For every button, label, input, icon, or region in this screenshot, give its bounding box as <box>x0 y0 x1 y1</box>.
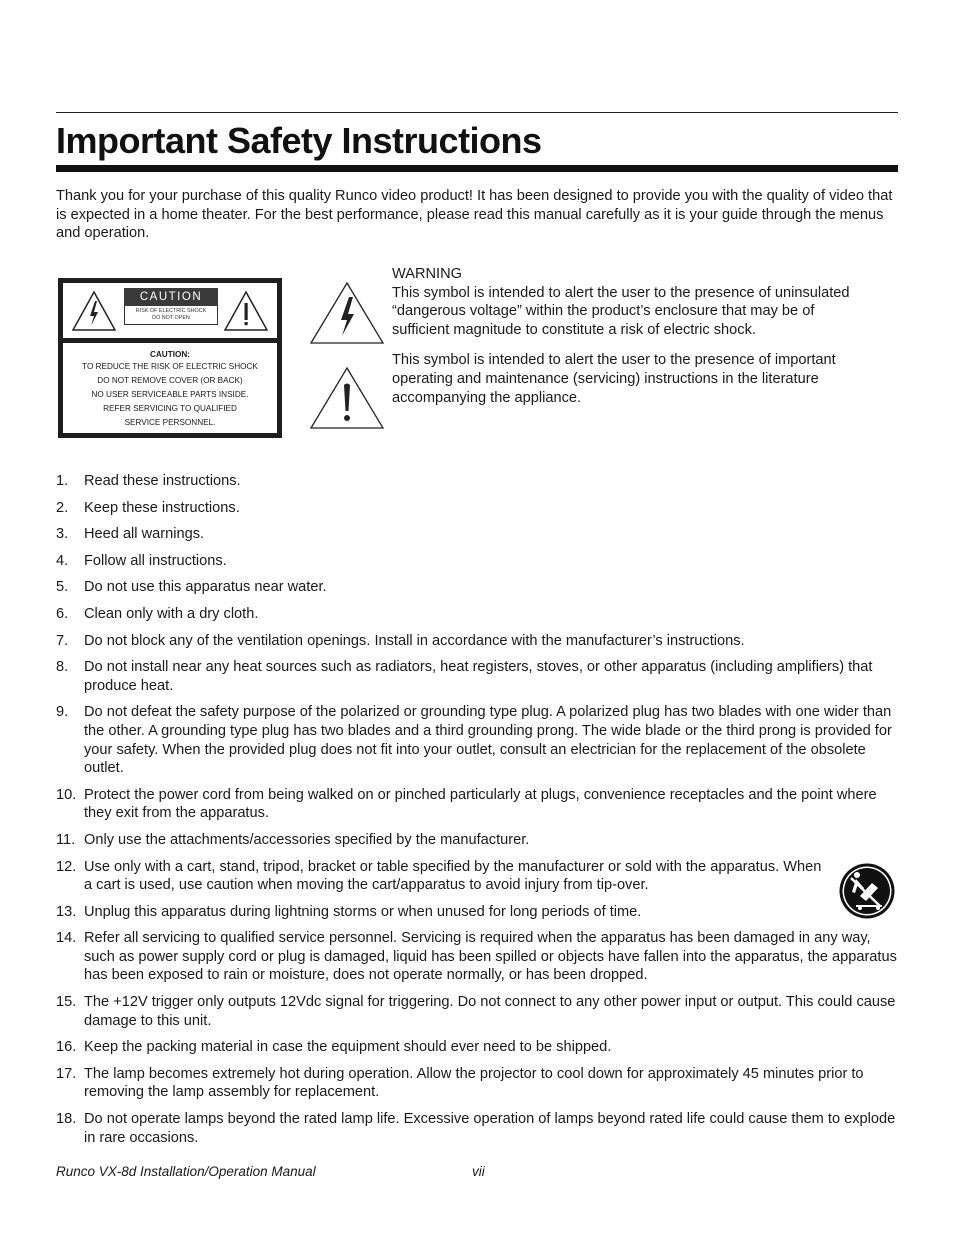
item-number: 10. <box>56 786 77 803</box>
list-item <box>56 993 898 1030</box>
item-number: 17. <box>56 1065 77 1082</box>
item-text: Keep these instructions. <box>84 499 240 516</box>
caution-banner: CAUTION <box>124 288 218 306</box>
item-text: Read these instructions. <box>84 473 241 489</box>
lightning-bolt-triangle-icon <box>71 290 117 332</box>
caution-risk-line2: DO NOT OPEN <box>152 315 190 321</box>
footer-page-number: vii <box>472 1164 485 1179</box>
exclamation-triangle-icon <box>308 365 386 431</box>
list-item <box>56 831 898 850</box>
list-item <box>56 658 898 695</box>
cart-tip-over-warning-icon <box>838 862 896 920</box>
item-text: Do not defeat the safety purpose of the polarized or grounding type plug. A polarized plug has two blades with one wider than the other. A grounding type plug has two blades and a third grounding prong. The wide blade or the third prong is provided for your safety. When the provided plug does not fit into your outlet, consult an electrician for the replacement of the obsolete outlet. <box>84 704 892 777</box>
caution-line: DO NOT REMOVE COVER (OR BACK) <box>97 376 243 385</box>
footer-manual-title: Runco VX-8d Installation/Operation Manual <box>56 1164 316 1179</box>
list-item <box>56 499 898 518</box>
item-number: 1. <box>56 473 69 489</box>
item-number: 6. <box>56 605 69 622</box>
item-text: Refer all servicing to qualified service personnel. Servicing is required when the apparatus has been damaged in any way, such as power supply cord or plug is damaged, liquid has been spilled or objects have fallen into the apparatus, the apparatus has been exposed to rain or moisture, does not operate normally, or has been dropped. <box>84 930 897 984</box>
maintenance-warning-text: This symbol is intended to alert the user to the presence of important operating and maintenance (servicing) instructions in the literature accompanying the appliance. <box>392 352 836 406</box>
caution-line: NO USER SERVICEABLE PARTS INSIDE. <box>91 390 249 399</box>
list-item <box>56 703 898 777</box>
item-text: Follow all instructions. <box>84 552 227 569</box>
caution-risk-line1: RISK OF ELECTRIC SHOCK <box>135 308 207 314</box>
caution-label-center <box>124 288 218 325</box>
list-item <box>56 858 898 895</box>
page-title: Important Safety Instructions <box>56 120 542 161</box>
item-number: 14. <box>56 930 77 947</box>
item-number: 8. <box>56 659 69 676</box>
item-number: 18. <box>56 1111 77 1128</box>
caution-line: TO REDUCE THE RISK OF ELECTRIC SHOCK <box>82 362 258 371</box>
item-text: Do not use this apparatus near water. <box>84 579 327 596</box>
list-item <box>56 472 898 491</box>
item-number: 15. <box>56 994 77 1011</box>
item-text: The lamp becomes extremely hot during operation. Allow the projector to cool down for approximately 45 minutes prior to removing the lamp assembly for replacement. <box>84 1065 864 1101</box>
item-number: 9. <box>56 704 69 721</box>
caution-line: SERVICE PERSONNEL. <box>124 418 216 427</box>
caution-line: REFER SERVICING TO QUALIFIED <box>103 404 237 413</box>
item-number: 12. <box>56 858 77 875</box>
item-text: Clean only with a dry cloth. <box>84 605 259 622</box>
caution-risk-text <box>124 306 218 325</box>
warning-heading: WARNING <box>392 266 462 282</box>
item-number: 4. <box>56 552 69 569</box>
caution-heading: CAUTION: <box>149 350 191 359</box>
intro-paragraph: Thank you for your purchase of this quality Runco video product! It has been designed to provide you with the quality of video that is expected in a home theater. For the best performance, please read this manual carefully as it is your guide through the menus and operation. <box>56 188 893 242</box>
item-number: 7. <box>56 632 69 649</box>
item-text: Only use the attachments/accessories specified by the manufacturer. <box>84 831 530 848</box>
item-number: 3. <box>56 526 69 543</box>
list-item <box>56 578 898 597</box>
item-number: 2. <box>56 499 69 516</box>
item-number: 11. <box>56 831 76 848</box>
list-item <box>56 525 898 544</box>
caution-label <box>58 278 282 438</box>
item-text: Keep the packing material in case the equipment should ever need to be shipped. <box>84 1039 612 1056</box>
list-item <box>56 786 898 823</box>
list-item <box>56 903 898 922</box>
voltage-warning-text: This symbol is intended to alert the user to the presence of uninsulated “dangerous voltage” within the product’s enclosure that may be of sufficient magnitude to constitute a risk of electric shock. <box>392 284 850 338</box>
list-item <box>56 1065 898 1102</box>
list-item <box>56 605 898 624</box>
item-text: Do not block any of the ventilation openings. Install in accordance with the manufacturer’s instructions. <box>84 632 745 649</box>
item-text: Do not install near any heat sources such as radiators, heat registers, stoves, or other apparatus (including amplifiers) that produce heat. <box>84 659 873 694</box>
item-text: Heed all warnings. <box>84 526 205 543</box>
item-number: 16. <box>56 1039 77 1056</box>
warning-text-block <box>392 265 862 407</box>
caution-label-top <box>63 283 277 338</box>
safety-instructions-list <box>56 472 898 1155</box>
item-text: Unplug this apparatus during lightning storms or when unused for long periods of time. <box>84 903 642 920</box>
item-number: 13. <box>56 903 77 920</box>
item-text: The +12V trigger only outputs 12Vdc signal for triggering. Do not connect to any other power input or output. This could cause damage to this unit. <box>84 994 896 1029</box>
list-item <box>56 1110 898 1147</box>
item-text: Do not operate lamps beyond the rated lamp life. Excessive operation of lamps beyond rated life could cause them to explode in rare occasions. <box>84 1111 896 1146</box>
header-rule <box>56 112 898 113</box>
exclamation-triangle-icon <box>223 290 269 332</box>
caution-label-bottom <box>63 343 277 433</box>
list-item <box>56 1038 898 1057</box>
lightning-bolt-triangle-icon <box>308 280 386 346</box>
list-item <box>56 552 898 571</box>
list-item <box>56 929 898 985</box>
item-number: 5. <box>56 579 69 596</box>
item-text: Protect the power cord from being walked on or pinched particularly at plugs, convenience receptacles and the point where they exit from the apparatus. <box>84 786 877 822</box>
list-item <box>56 632 898 651</box>
item-text: Use only with a cart, stand, tripod, bracket or table specified by the manufacturer or sold with the apparatus. When a cart is used, use caution when moving the cart/apparatus to avoid injury from tip-over. <box>84 858 822 894</box>
title-underline <box>56 165 898 172</box>
